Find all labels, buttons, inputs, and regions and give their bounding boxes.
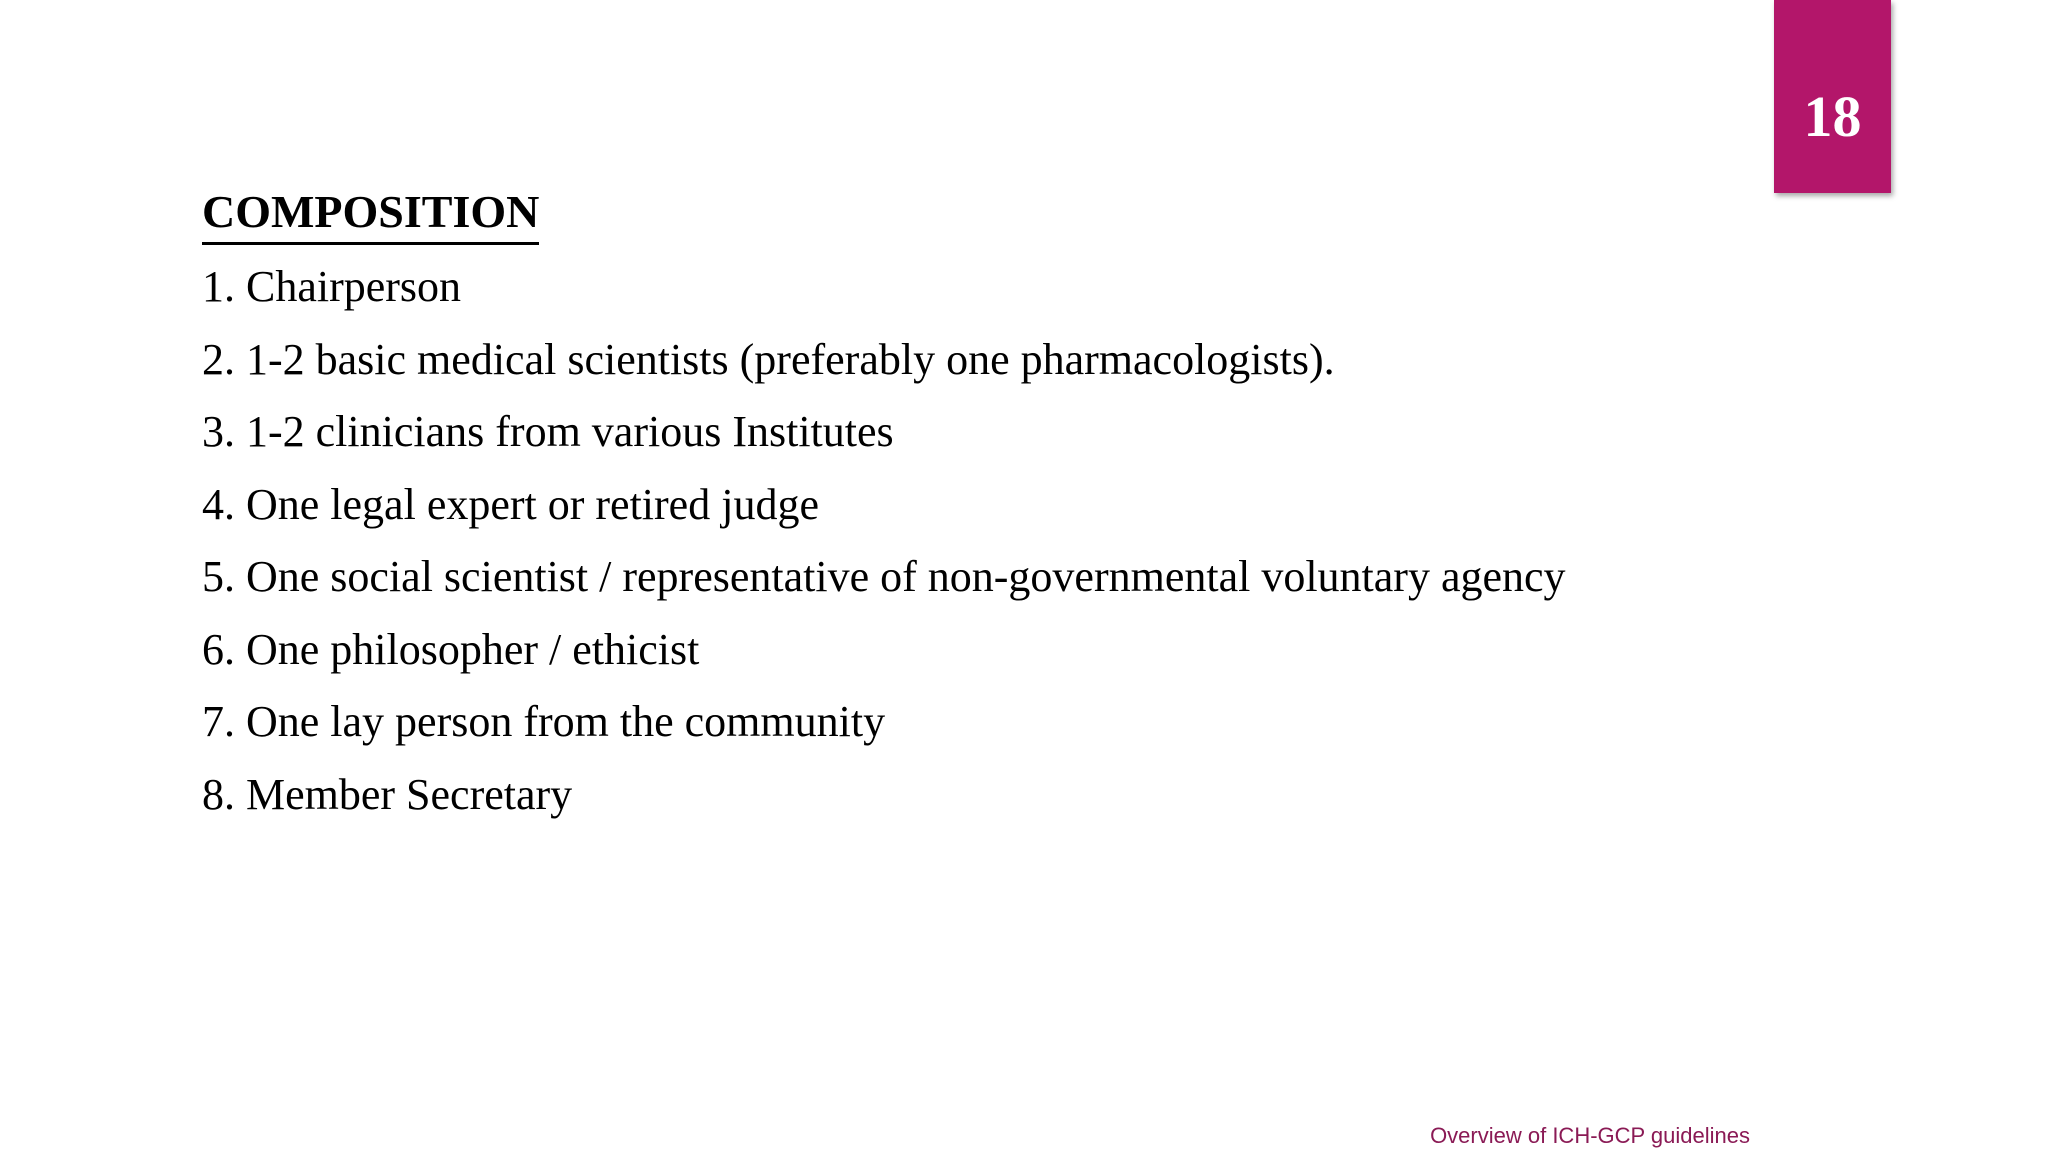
slide-footer: Overview of ICH-GCP guidelines bbox=[1430, 1123, 1750, 1148]
list-item: 8. Member Secretary bbox=[202, 769, 573, 819]
slide-content bbox=[202, 182, 1762, 831]
slide-heading: COMPOSITION bbox=[202, 182, 539, 245]
list-item: 5. One social scientist / representative of non-governmental voluntary agency bbox=[202, 552, 1566, 601]
list-item: 7. One lay person from the community bbox=[202, 697, 886, 746]
list-item: 6. One philosopher / ethicist bbox=[202, 624, 700, 674]
list-item: 1. Chairperson bbox=[202, 262, 462, 311]
list-item: 4. One legal expert or retired judge bbox=[202, 479, 819, 529]
page-number-badge bbox=[1774, 0, 1891, 193]
list-item: 3. 1-2 clinicians from various Institutes bbox=[202, 407, 894, 456]
list-item: 2. 1-2 basic medical scientists (preferably one pharmacologists). bbox=[202, 334, 1335, 384]
composition-list bbox=[202, 251, 1762, 831]
page-number: 18 bbox=[1803, 84, 1862, 149]
